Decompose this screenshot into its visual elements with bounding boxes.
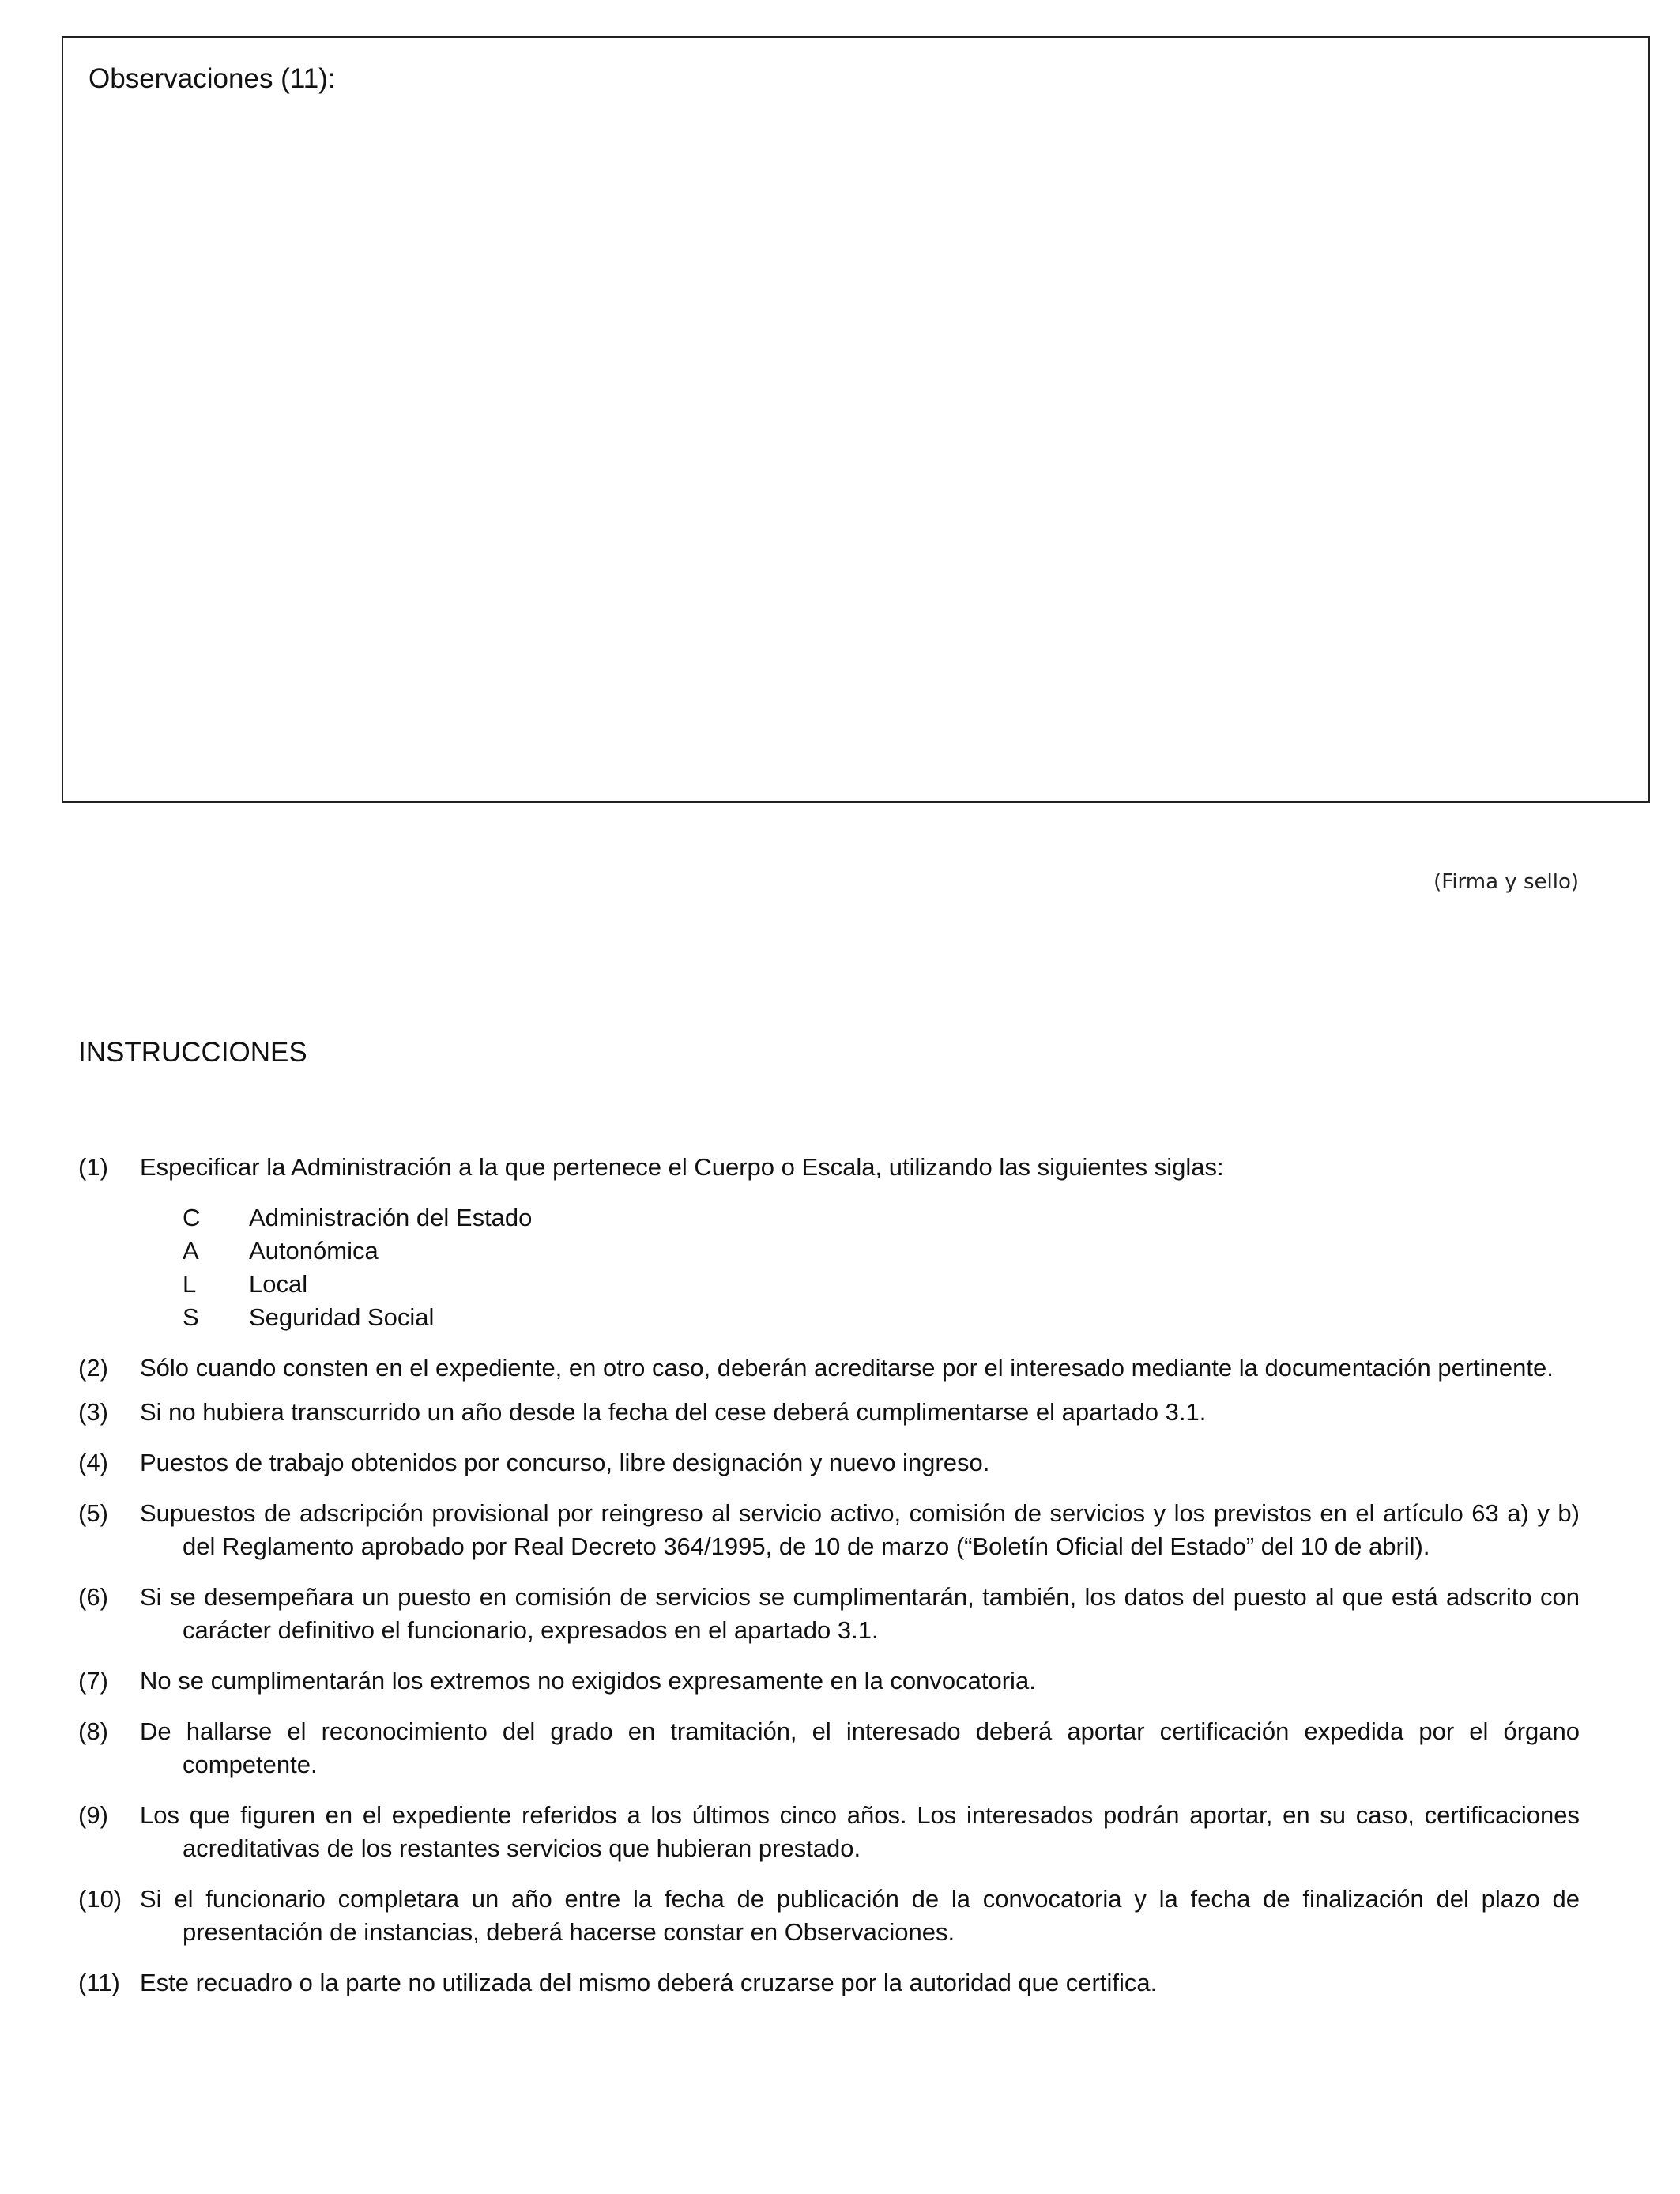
instruction-text: De hallarse el reconocimiento del grado en tramitación, el interesado deberá aportar certificación expedida por el órgano competente. bbox=[140, 1717, 1580, 1778]
instruction-text: Si no hubiera transcurrido un año desde la fecha del cese deberá cumplimentarse el apartado 3.1. bbox=[140, 1398, 1207, 1426]
instruction-text: Especificar la Administración a la que pertenece el Cuerpo o Escala, utilizando las siguientes siglas: bbox=[140, 1153, 1224, 1181]
instruction-number: (1) bbox=[78, 1153, 108, 1181]
code-row bbox=[183, 1201, 1580, 1235]
instruction-item-7 bbox=[78, 1664, 1580, 1698]
instruction-text: Sólo cuando consten en el expediente, en otro caso, deberán acreditarse por el interesado mediante la documentación pertinente. bbox=[140, 1354, 1554, 1382]
instruction-item-4 bbox=[78, 1446, 1580, 1480]
code-letter: L bbox=[183, 1270, 197, 1298]
administration-codes bbox=[183, 1201, 1580, 1334]
observations-box bbox=[62, 36, 1650, 803]
instruction-number: (2) bbox=[78, 1354, 108, 1382]
code-row bbox=[183, 1235, 1580, 1268]
code-row bbox=[183, 1268, 1580, 1301]
instruction-item-10 bbox=[78, 1883, 1580, 1949]
code-label: Seguridad Social bbox=[249, 1303, 435, 1331]
code-letter: C bbox=[183, 1204, 201, 1231]
instructions-title: INSTRUCCIONES bbox=[78, 1037, 307, 1068]
instruction-text: Si el funcionario completara un año entre la fecha de publicación de la convocatoria y la fecha de finalización del plazo de presentación de instancias, deberá hacerse constar en Observaciones. bbox=[140, 1885, 1580, 1946]
instruction-item-1 bbox=[78, 1151, 1580, 1184]
instruction-text: Supuestos de adscripción provisional por reingreso al servicio activo, comisión de servicios y los previstos en el artículo 63 a) y b) del Reglamento aprobado por Real Decreto 364/1995, de 10 de marzo (“Boletín Oficial del Estado” del 10 de abril). bbox=[140, 1499, 1580, 1560]
instruction-number: (10) bbox=[78, 1885, 122, 1913]
instruction-number: (7) bbox=[78, 1667, 108, 1695]
instruction-item-6 bbox=[78, 1581, 1580, 1647]
observations-label: Observaciones (11): bbox=[89, 63, 336, 94]
code-letter: A bbox=[183, 1237, 199, 1265]
instruction-item-8 bbox=[78, 1715, 1580, 1781]
instruction-item-11 bbox=[78, 1966, 1580, 2000]
instruction-text: Si se desempeñara un puesto en comisión de servicios se cumplimentarán, también, los datos del puesto al que está adscrito con carácter definitivo el funcionario, expresados en el apartado 3.1. bbox=[140, 1583, 1580, 1644]
instruction-item-5 bbox=[78, 1497, 1580, 1563]
instruction-number: (4) bbox=[78, 1449, 108, 1476]
instruction-number: (5) bbox=[78, 1499, 108, 1527]
instruction-number: (11) bbox=[78, 1969, 120, 1996]
instruction-text: Los que figuren en el expediente referidos a los últimos cinco años. Los interesados podrán aportar, en su caso, certificaciones acreditativas de los restantes servicios que hubieran prestado. bbox=[140, 1801, 1580, 1862]
instruction-item-2 bbox=[78, 1351, 1580, 1385]
instruction-text: Puestos de trabajo obtenidos por concurso, libre designación y nuevo ingreso. bbox=[140, 1449, 990, 1476]
code-label: Administración del Estado bbox=[249, 1204, 533, 1231]
instruction-number: (9) bbox=[78, 1801, 108, 1829]
instruction-text: Este recuadro o la parte no utilizada del mismo deberá cruzarse por la autoridad que certifica. bbox=[140, 1969, 1158, 1996]
signature-label: (Firma y sello) bbox=[1433, 870, 1579, 894]
code-label: Local bbox=[249, 1270, 308, 1298]
instructions-list bbox=[78, 1151, 1580, 2000]
instruction-text: No se cumplimentarán los extremos no exigidos expresamente en la convocatoria. bbox=[140, 1667, 1036, 1695]
code-letter: S bbox=[183, 1303, 199, 1331]
code-label: Autonómica bbox=[249, 1237, 379, 1265]
instruction-number: (6) bbox=[78, 1583, 108, 1611]
instruction-number: (8) bbox=[78, 1717, 108, 1745]
instruction-item-9 bbox=[78, 1799, 1580, 1865]
code-row bbox=[183, 1301, 1580, 1334]
instruction-item-3 bbox=[78, 1396, 1580, 1429]
instruction-number: (3) bbox=[78, 1398, 108, 1426]
